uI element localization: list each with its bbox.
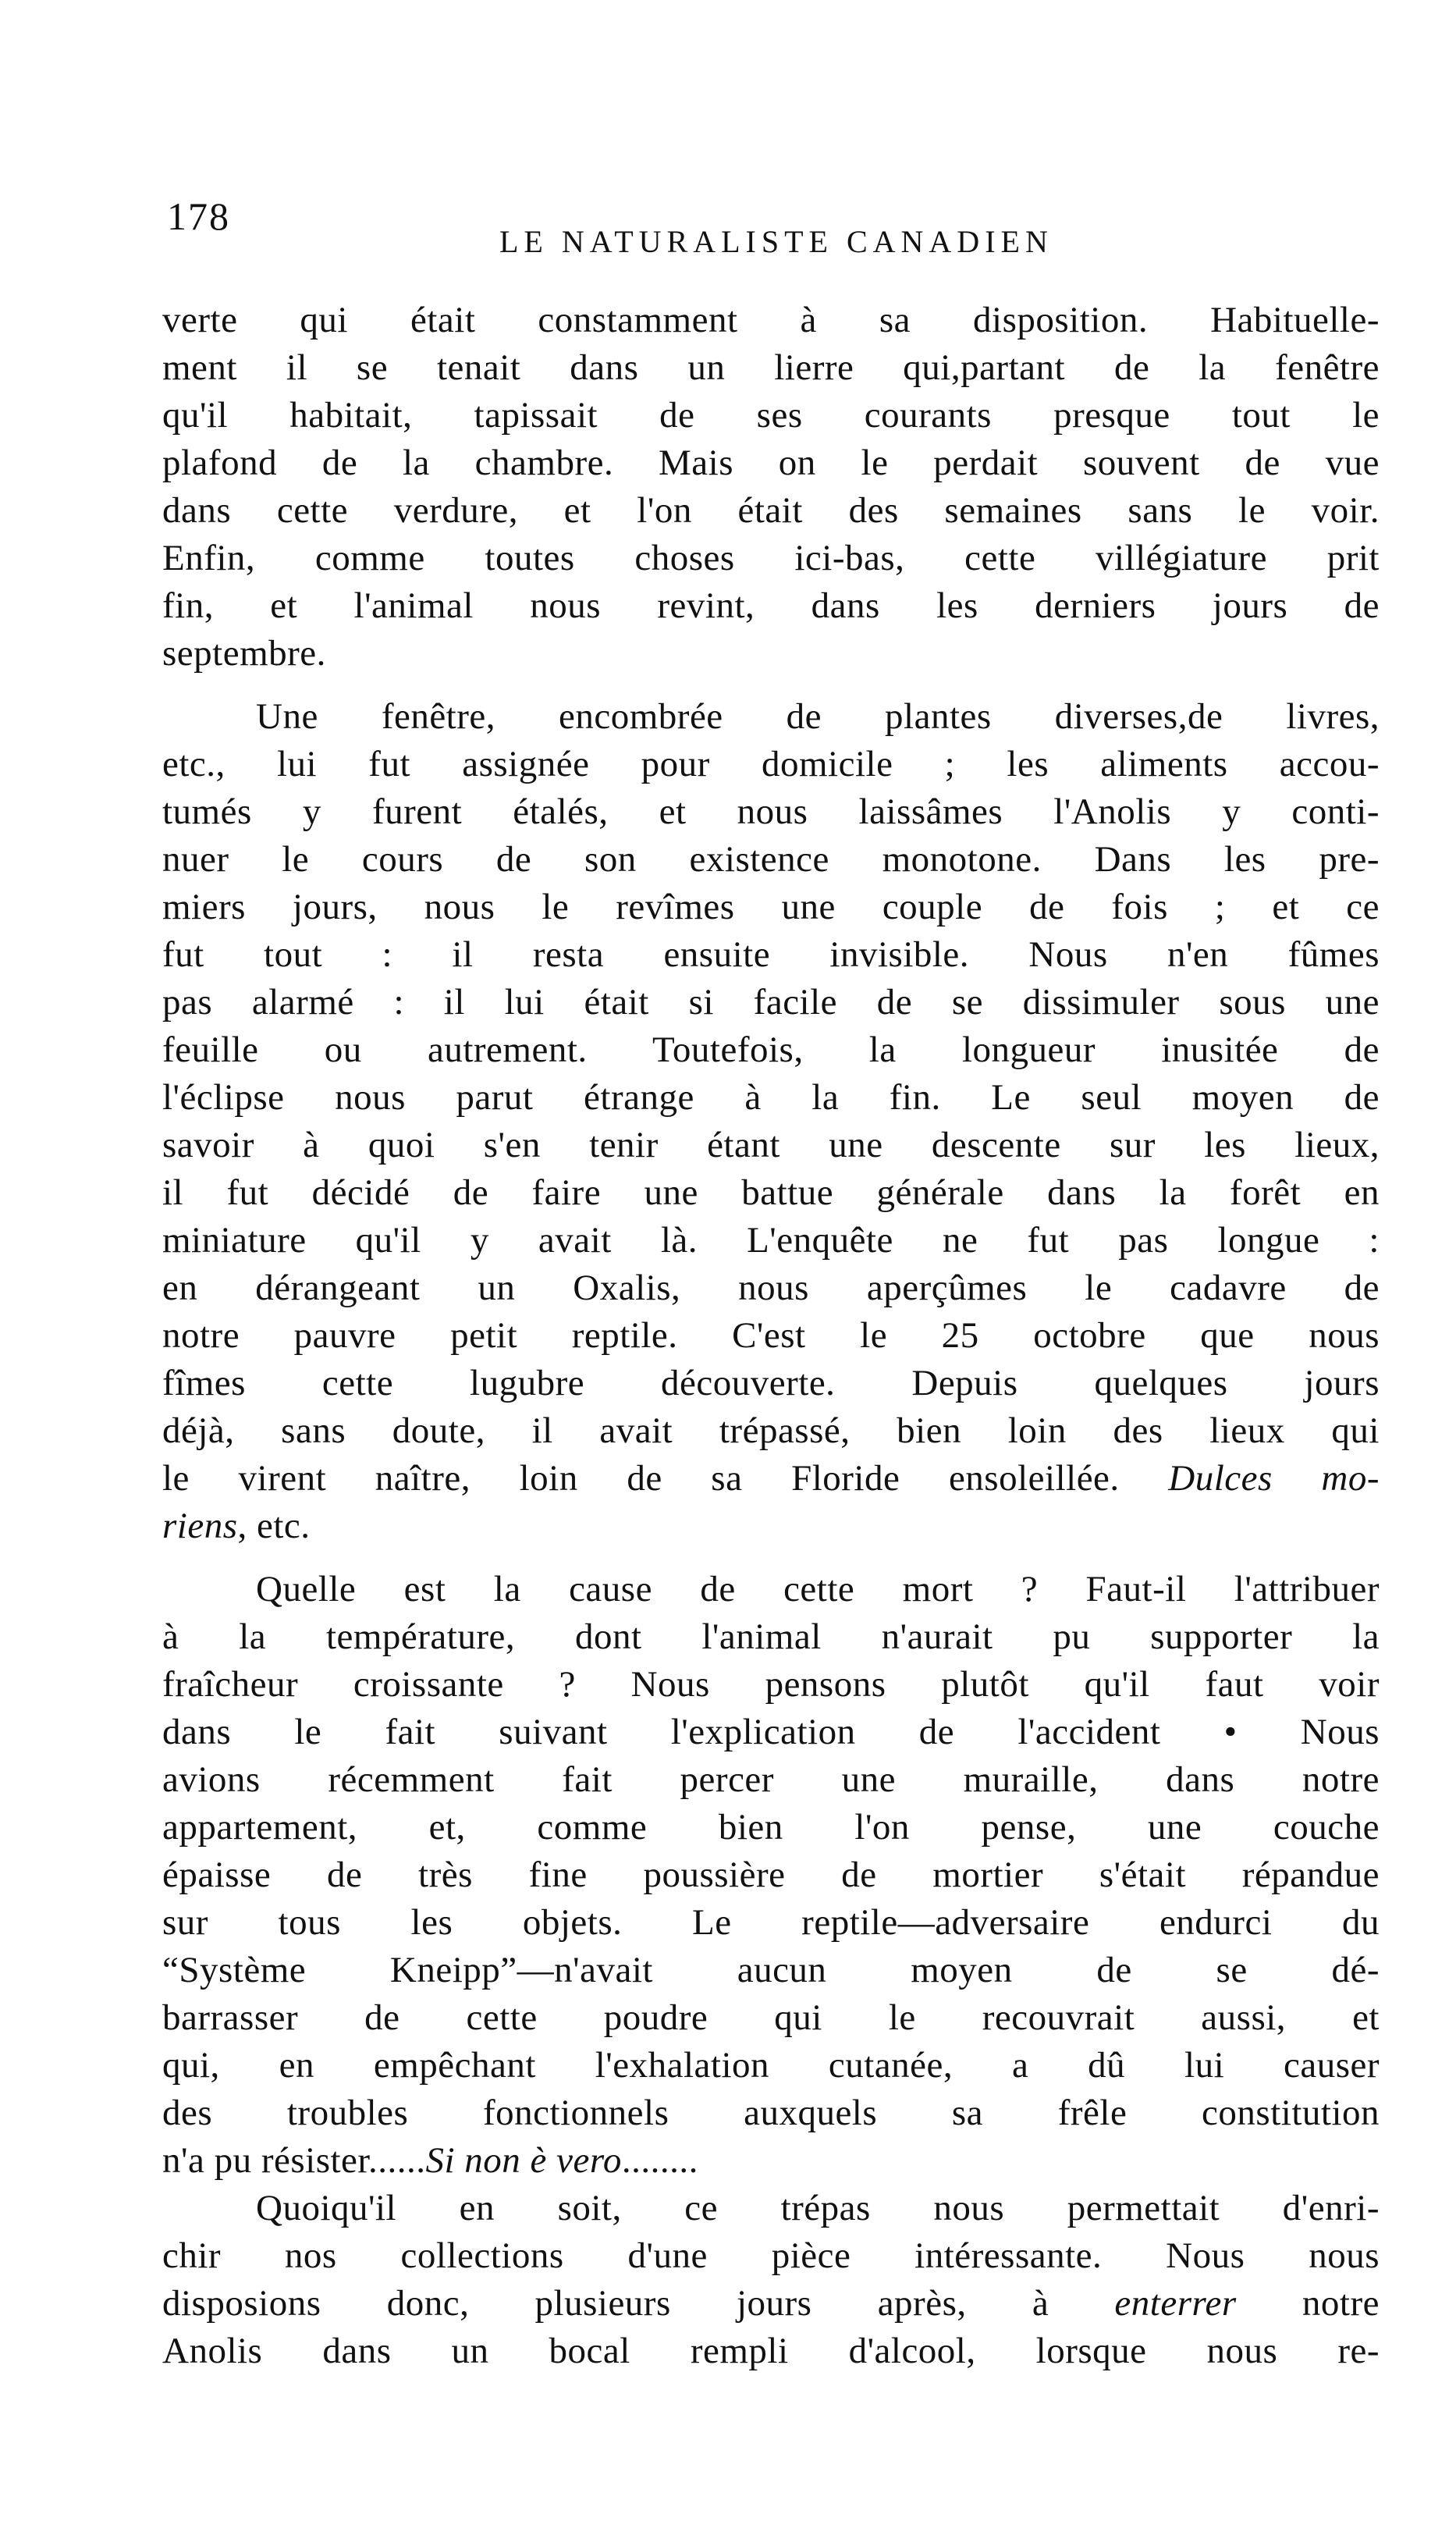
- text-line: savoir à quoi s'en tenir étant une descente sur les lieux,: [162, 1125, 1380, 1165]
- text-line: Une fenêtre, encombrée de plantes diverses,de livres,: [256, 696, 1380, 737]
- italic-fragment: enterrer: [1114, 2283, 1237, 2324]
- text-line: Quelle est la cause de cette mort ? Faut-il l'attribuer: [256, 1569, 1380, 1609]
- italic-fragment: Dulces mo-: [1168, 1458, 1380, 1499]
- text-line: verte qui était constamment à sa disposition. Habituelle-: [162, 300, 1380, 340]
- text-line: avions récemment fait percer une muraille, dans notre: [162, 1759, 1380, 1800]
- text-line: Quoiqu'il en soit, ce trépas nous permettait d'enri-: [256, 2188, 1380, 2228]
- text-line: dans le fait suivant l'explication de l'accident • Nous: [162, 1712, 1380, 1752]
- text-line: chir nos collections d'une pièce intéressante. Nous nous: [162, 2235, 1380, 2276]
- text-line: déjà, sans doute, il avait trépassé, bien loin des lieux qui: [162, 1410, 1380, 1451]
- text-line: qui, en empêchant l'exhalation cutanée, a dû lui causer: [162, 2045, 1380, 2086]
- text-line: pas alarmé : il lui était si facile de se dissimuler sous une: [162, 982, 1380, 1022]
- text-line: des troubles fonctionnels auxquels sa frêle constitution: [162, 2093, 1380, 2133]
- text-line: qu'il habitait, tapissait de ses courants presque tout le: [162, 395, 1380, 436]
- text-line: septembre.: [162, 633, 326, 674]
- text-line: ment il se tenait dans un lierre qui,partant de la fenêtre: [162, 347, 1380, 388]
- text-line: fin, et l'animal nous revint, dans les derniers jours de: [162, 585, 1380, 626]
- text-line: épaisse de très fine poussière de mortier s'était répandue: [162, 1855, 1380, 1895]
- text-line: [162, 2280, 1380, 2328]
- text-line: “Système Kneipp”—n'avait aucun moyen de se dé-: [162, 1950, 1380, 1990]
- text-line: [162, 2137, 1380, 2185]
- italic-fragment: Si non è vero: [425, 2140, 622, 2181]
- text-line: sur tous les objets. Le reptile—adversaire endurci du: [162, 1902, 1380, 1943]
- text-line: Anolis dans un bocal rempli d'alcool, lorsque nous re-: [162, 2331, 1380, 2371]
- text-line: feuille ou autrement. Toutefois, la longueur inusitée de: [162, 1030, 1380, 1070]
- text-line: notre pauvre petit reptile. C'est le 25 octobre que nous: [162, 1315, 1380, 1356]
- text-line: fîmes cette lugubre découverte. Depuis quelques jours: [162, 1363, 1380, 1403]
- text-line: à la température, dont l'animal n'aurait pu supporter la: [162, 1616, 1380, 1657]
- paragraph-3: [162, 1566, 1380, 2185]
- body-text: [162, 297, 1380, 2375]
- text-line: l'éclipse nous parut étrange à la fin. Le seul moyen de: [162, 1077, 1380, 1118]
- text-fragment: n'a pu résister......: [162, 2140, 426, 2181]
- page-number: 178: [167, 194, 230, 238]
- text-line: miers jours, nous le revîmes une couple de fois ; et ce: [162, 887, 1380, 927]
- text-line: tumés y furent étalés, et nous laissâmes l'Anolis y conti-: [162, 791, 1380, 832]
- text-line: fraîcheur croissante ? Nous pensons plutôt qu'il faut voir: [162, 1664, 1380, 1705]
- text-line: miniature qu'il y avait là. L'enquête ne fut pas longue :: [162, 1220, 1380, 1261]
- text-fragment: ........: [621, 2140, 698, 2181]
- text-line: en dérangeant un Oxalis, nous aperçûmes le cadavre de: [162, 1268, 1380, 1308]
- text-line: Enfin, comme toutes choses ici-bas, cette villégiature prit: [162, 538, 1380, 578]
- text-line: [162, 1455, 1380, 1503]
- paragraph-4: [162, 2185, 1380, 2375]
- text-fragment: , etc.: [237, 1506, 311, 1546]
- paragraph-2: [162, 693, 1380, 1550]
- running-title: LE NATURALISTE CANADIEN: [499, 224, 1053, 259]
- text-line: il fut décidé de faire une battue générale dans la forêt en: [162, 1172, 1380, 1213]
- text-line: [162, 1503, 1380, 1550]
- text-line: appartement, et, comme bien l'on pense, une couche: [162, 1807, 1380, 1848]
- text-line: fut tout : il resta ensuite invisible. Nous n'en fûmes: [162, 934, 1380, 975]
- paragraph-1: [162, 297, 1380, 677]
- text-line: dans cette verdure, et l'on était des semaines sans le voir.: [162, 490, 1380, 531]
- text-fragment: le virent naître, loin de sa Floride ensoleillée.: [162, 1458, 1120, 1499]
- italic-fragment: riens: [162, 1506, 238, 1546]
- text-line: etc., lui fut assignée pour domicile ; les aliments accou-: [162, 744, 1380, 784]
- text-line: nuer le cours de son existence monotone. Dans les pre-: [162, 839, 1380, 880]
- text-fragment: disposions donc, plusieurs jours après, à: [162, 2283, 1049, 2324]
- text-line: plafond de la chambre. Mais on le perdait souvent de vue: [162, 443, 1380, 483]
- text-fragment: notre: [1236, 2283, 1380, 2324]
- text-line: barrasser de cette poudre qui le recouvrait aussi, et: [162, 1997, 1380, 2038]
